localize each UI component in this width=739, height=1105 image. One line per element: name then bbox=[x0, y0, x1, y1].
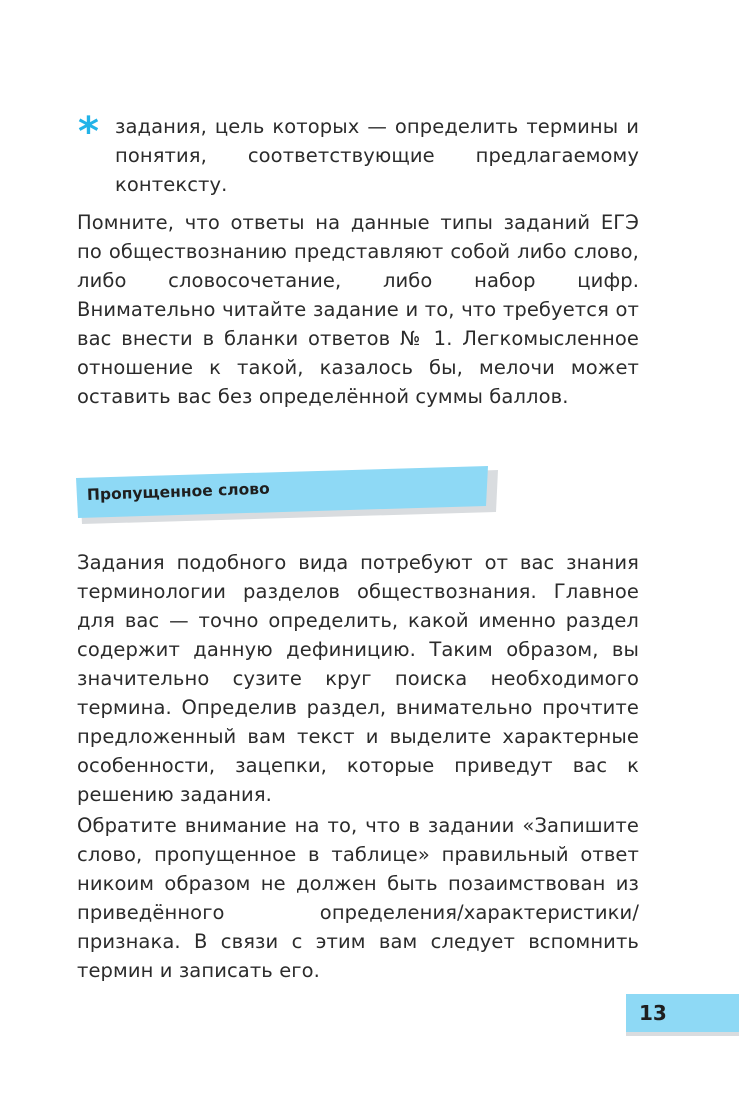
paragraph-terminology: Задания подобного вида потребуют от вас знания терминологии разделов обществознания. Главное для вас — точно определить, какой именно раздел содержит данную дефиницию. Таким образом, вы значительно сузите круг поиска необходимого термина. Определив раздел, внимательно прочтите предложенный вам текст и выделите характерные особенности, зацепки, которые приведут вас к решению задания. bbox=[77, 551, 639, 806]
page-number: 13 bbox=[639, 1001, 667, 1025]
section-heading bbox=[74, 464, 498, 524]
paragraph-attention: Обратите внимание на то, что в задании «Запишите слово, пропущенное в таблице» правильный ответ никоим образом не должен быть позаимствован из приведённого определения/характеристики/признака. В связи с этим вам следует вспомнить термин и записать его. bbox=[77, 814, 639, 982]
page-number-tab bbox=[622, 994, 739, 1038]
bullet-text: задания, цель которых — определить термины и понятия, соответствующие предлагаемому контексту. bbox=[115, 115, 639, 196]
asterisk-icon: * bbox=[78, 109, 100, 155]
paragraph-answers-note: Помните, что ответы на данные типы заданий ЕГЭ по обществознанию представляют собой либо слово, либо словосочетание, либо набор цифр. Внимательно читайте задание и то, что требуется от вас внести в бланки ответов № 1. Легкомысленное отношение к такой, казалось бы, мелочи может оставить вас без определённой суммы баллов. bbox=[77, 211, 639, 408]
section-title: Пропущенное слово bbox=[86, 479, 271, 504]
